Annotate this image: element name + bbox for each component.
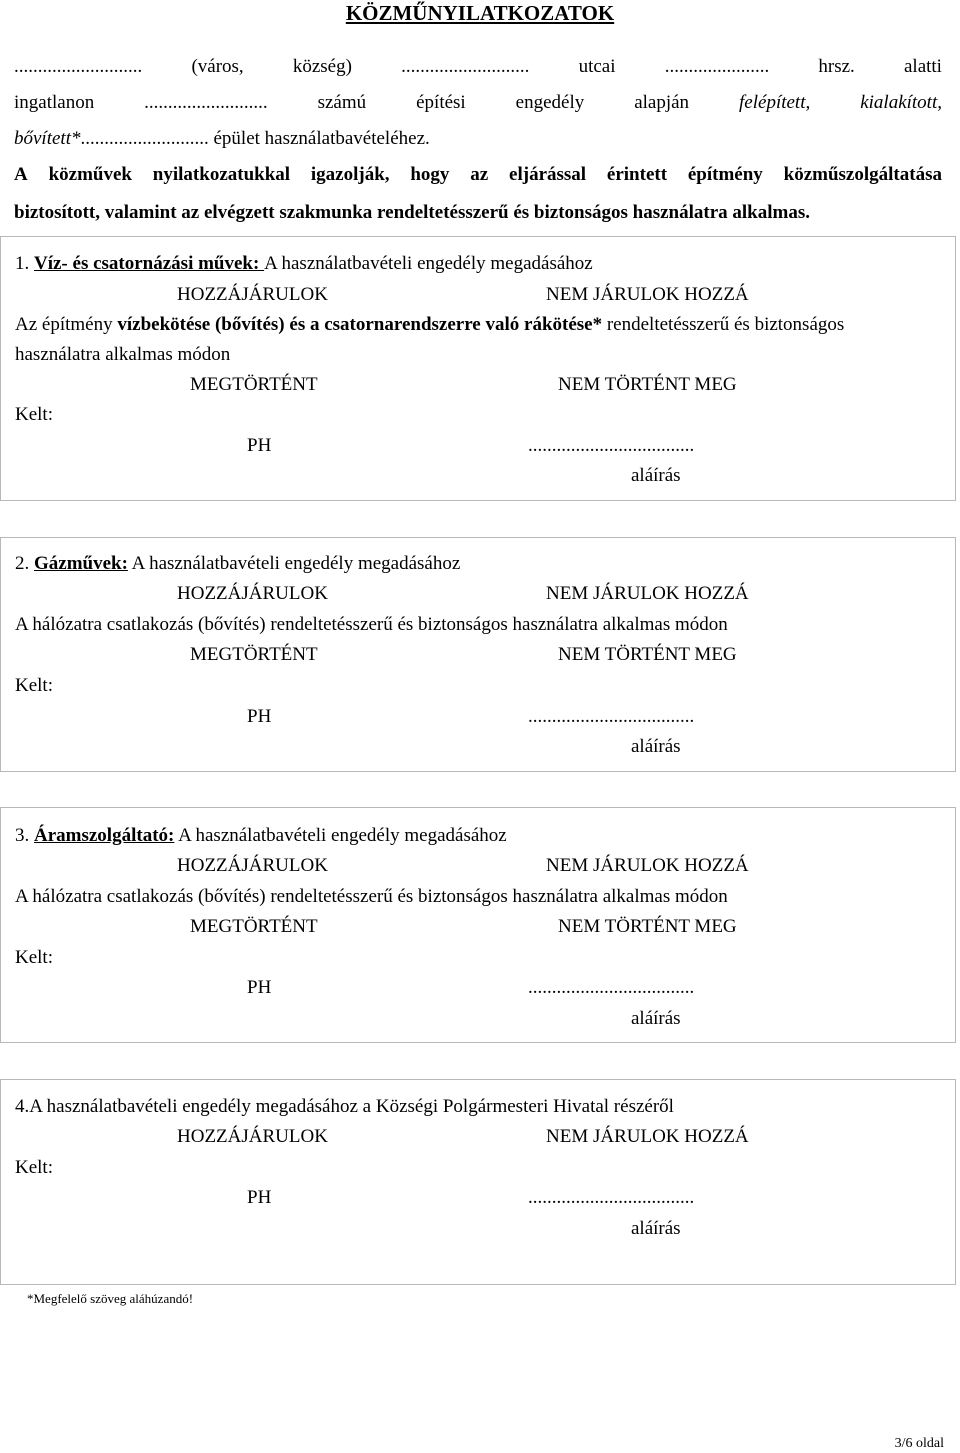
- signature-line: ...................................: [528, 977, 695, 998]
- stamp-placeholder: PH: [247, 1187, 272, 1208]
- section-municipality: [0, 1079, 956, 1285]
- section-number: 2.: [15, 553, 30, 574]
- section-gas: [0, 537, 956, 772]
- stamp-placeholder: PH: [247, 977, 272, 998]
- section-subtitle: A használatbavételi engedély megadásához: [131, 553, 461, 574]
- no-consent-option[interactable]: NEM JÁRULOK HOZZÁ: [546, 1126, 749, 1147]
- intro-word: ingatlanon: [14, 92, 95, 113]
- intro-word-italic: kialakított,: [860, 92, 942, 113]
- consent-option[interactable]: HOZZÁJÁRULOK: [177, 1126, 328, 1147]
- section-text: A hálózatra csatlakozás (bővítés) rendeltetésszerű és biztonságos használatra alkalmas módon: [15, 886, 728, 907]
- statement-word: az: [470, 164, 489, 185]
- statement-word: érintett: [606, 164, 668, 185]
- text-part-bold: vízbekötése (bővítés) és a csatornarendszerre való rákötése*: [117, 314, 603, 335]
- section-heading: [15, 549, 460, 579]
- no-consent-option[interactable]: NEM JÁRULOK HOZZÁ: [546, 855, 749, 876]
- intro-text: ........................... épület használatbavételéhez.: [80, 128, 430, 149]
- signature-line: ...................................: [528, 706, 695, 727]
- page-number: 3/6 oldal: [894, 1436, 944, 1451]
- date-label: Kelt:: [15, 947, 53, 968]
- section-heading: [15, 821, 507, 851]
- section-title: Víz- és csatornázási művek:: [34, 253, 265, 274]
- stamp-placeholder: PH: [247, 435, 272, 456]
- statement-word: közművek: [48, 164, 132, 185]
- statement-word: igazolják,: [310, 164, 390, 185]
- signature-label: aláírás: [631, 736, 681, 757]
- intro-word: számú: [317, 92, 367, 113]
- not-done-option[interactable]: NEM TÖRTÉNT MEG: [558, 374, 737, 395]
- intro-word: község): [292, 56, 352, 77]
- not-done-option[interactable]: NEM TÖRTÉNT MEG: [558, 916, 737, 937]
- intro-line-3: [14, 124, 942, 154]
- section-heading: 4.A használatbavételi engedély megadásához a Községi Polgármesteri Hivatal részéről: [15, 1096, 674, 1117]
- statement-line-2: biztosított, valamint az elvégzett szakmunka rendeltetésszerű és biztonságos használatra alkalmas.: [14, 202, 810, 223]
- section-text-cont: használatra alkalmas módon: [15, 344, 231, 365]
- text-part: rendeltetésszerű és biztonságos: [602, 314, 845, 335]
- statement-word: építmény: [687, 164, 763, 185]
- intro-word: utcai: [578, 56, 616, 77]
- intro-word: ..........................: [144, 92, 268, 113]
- signature-label: aláírás: [631, 465, 681, 486]
- page-title: KÖZMŰNYILATKOZATOK: [345, 1, 615, 25]
- statement-word: eljárással: [509, 164, 587, 185]
- no-consent-option[interactable]: NEM JÁRULOK HOZZÁ: [546, 583, 749, 604]
- consent-option[interactable]: HOZZÁJÁRULOK: [177, 583, 328, 604]
- text-part: Az építmény: [15, 314, 118, 335]
- section-title: Gázművek:: [34, 553, 128, 574]
- section-subtitle: A használatbavételi engedély megadásához: [178, 825, 507, 846]
- intro-word: építési: [416, 92, 466, 113]
- consent-option[interactable]: HOZZÁJÁRULOK: [177, 855, 328, 876]
- intro-word-italic: bővített*: [14, 128, 81, 149]
- statement-line-1: [14, 160, 942, 190]
- section-text: A hálózatra csatlakozás (bővítés) rendeltetésszerű és biztonságos használatra alkalmas módon: [15, 614, 728, 635]
- intro-word: ......................: [664, 56, 770, 77]
- statement-word: A: [14, 164, 28, 185]
- intro-word: ...........................: [14, 56, 143, 77]
- statement-word: hogy: [410, 164, 450, 185]
- stamp-placeholder: PH: [247, 706, 272, 727]
- done-option[interactable]: MEGTÖRTÉNT: [190, 644, 318, 665]
- done-option[interactable]: MEGTÖRTÉNT: [190, 916, 318, 937]
- intro-word: ...........................: [401, 56, 530, 77]
- signature-line: ...................................: [528, 1187, 695, 1208]
- intro-word: alapján: [634, 92, 690, 113]
- not-done-option[interactable]: NEM TÖRTÉNT MEG: [558, 644, 737, 665]
- section-heading: [15, 249, 593, 279]
- intro-word: (város,: [191, 56, 244, 77]
- signature-label: aláírás: [631, 1218, 681, 1239]
- section-text: [15, 310, 844, 340]
- section-electricity: [0, 807, 956, 1043]
- intro-word-italic: felépített,: [739, 92, 811, 113]
- date-label: Kelt:: [15, 404, 53, 425]
- footnote: *Megfelelő szöveg aláhúzandó!: [27, 1291, 194, 1306]
- section-title: Áramszolgáltató:: [34, 825, 175, 846]
- section-number: 3.: [15, 825, 30, 846]
- section-number: 1.: [15, 253, 30, 274]
- signature-line: ...................................: [528, 435, 695, 456]
- section-water: [0, 236, 956, 501]
- section-subtitle: A használatbavételi engedély megadásához: [264, 253, 593, 274]
- intro-word: alatti: [903, 56, 942, 77]
- date-label: Kelt:: [15, 675, 53, 696]
- no-consent-option[interactable]: NEM JÁRULOK HOZZÁ: [546, 284, 749, 305]
- statement-word: nyilatkozatukkal: [152, 164, 291, 185]
- intro-word: engedély: [515, 92, 585, 113]
- intro-word: hrsz.: [818, 56, 855, 77]
- done-option[interactable]: MEGTÖRTÉNT: [190, 374, 318, 395]
- consent-option[interactable]: HOZZÁJÁRULOK: [177, 284, 328, 305]
- date-label: Kelt:: [15, 1157, 53, 1178]
- statement-word: közműszolgáltatása: [783, 164, 942, 185]
- intro-line-2: [14, 88, 942, 118]
- intro-line-1: [14, 52, 942, 82]
- signature-label: aláírás: [631, 1008, 681, 1029]
